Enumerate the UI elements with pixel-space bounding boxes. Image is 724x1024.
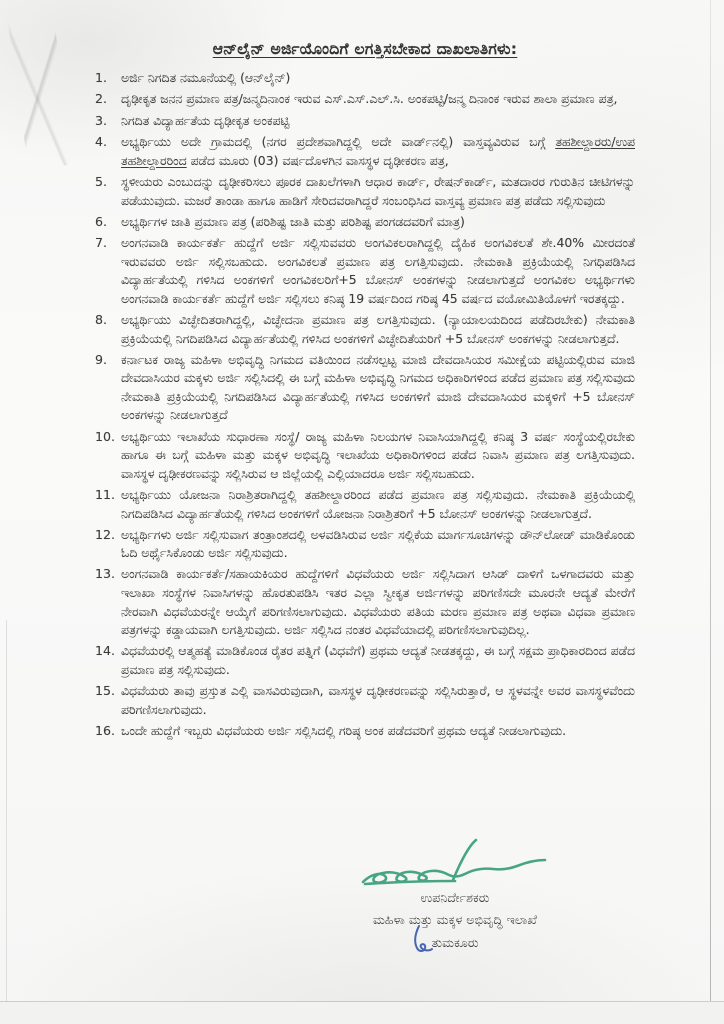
list-item [95, 69, 635, 88]
item-text-segment: ಅಭ್ಯರ್ಥಿಯು ಅದೇ ಗ್ರಾಮದಲ್ಲಿ (ನಗರ ಪ್ರದೇಶವಾಗಿದ್ದಲ್ಲಿ ಅದೇ ವಾರ್ಡ್‌ನಲ್ಲಿ) ವಾಸ್ತವ್ಯವಿರುವ ಬಗ್ಗೆ [121, 134, 556, 150]
item-number: 15. [95, 683, 116, 699]
item-number: 8. [95, 311, 108, 327]
item-text: ಕರ್ನಾಟಕ ರಾಜ್ಯ ಮಹಿಳಾ ಅಭಿವೃದ್ಧಿ ನಿಗಮದ ವತಿಯಿಂದ ನಡೆಸಲ್ಪಟ್ಟ ಮಾಜಿ ದೇವದಾಸಿಯರ ಸಮೀಕ್ಷೆಯ ಪಟ್ಟಿಯಲ್ಲಿರುವ ಮಾಜಿ ದೇವದಾಸಿಯರ ಮಕ್ಕಳು ಅರ್ಜಿ ಸಲ್ಲಿಸಿದಲ್ಲಿ ಈ ಬಗ್ಗೆ ಮಹಿಳಾ ಅಭಿವೃದ್ಧಿ ನಿಗಮದ ಅಧಿಕಾರಿಗಳಿಂದ ಪಡೆದ ಪ್ರಮಾಣ ಪತ್ರ ಸಲ್ಲಿಸುವುದು ನೇಮಕಾತಿ ಪ್ರಕ್ರಿಯೆಯಲ್ಲಿ ನಿಗದಿಪಡಿಸಿದ ವಿದ್ಯಾರ್ಹತೆಯಲ್ಲಿ ಗಳಿಸಿದ ಅಂಕಗಳಿಗೆ ಮಾಜಿ ದೇವದಾಸಿಯರ ಮಕ್ಕಳಿಗೆ +5 ಬೋನಸ್ ಅಂಕಗಳನ್ನು ನೀಡಲಾಗುತ್ತದೆ [121, 351, 635, 423]
item-text: ಅಭ್ಯರ್ಥಿಗಳ ಜಾತಿ ಪ್ರಮಾಣ ಪತ್ರ (ಪರಿಶಿಷ್ಟ ಜಾತಿ ಮತ್ತು ಪರಿಶಿಷ್ಟ ಪಂಗಡದವರಿಗೆ ಮಾತ್ರ) [121, 213, 465, 229]
scanner-background-strip [0, 1002, 724, 1024]
item-text [121, 133, 635, 170]
item-number: 2. [95, 91, 108, 107]
item-text: ಅಭ್ಯರ್ಥಿಯು ವಿಚ್ಛೇದಿತರಾಗಿದ್ದಲ್ಲಿ, ವಿಚ್ಛೇದನಾ ಪ್ರಮಾಣ ಪತ್ರ ಲಗತ್ತಿಸುವುದು. (ನ್ಯಾಯಾಲಯದಿಂದ ಪಡೆದಿರಬೇಕು) ನೇಮಕಾತಿ ಪ್ರಕ್ರಿಯೆಯಲ್ಲಿ ನಿಗದಿಪಡಿಸಿದ ವಿದ್ಯಾರ್ಹತೆಯಲ್ಲಿ ಗಳಿಸಿದ ಅಂಕಗಳಿಗೆ ವಿಚ್ಛೇದಿತೆಯರಿಗೆ +5 ಬೋನಸ್ ಅಂಕಗಳನ್ನು ನೀಡಲಾಗುತ್ತದೆ. [121, 311, 635, 346]
signatory-place-row [431, 932, 478, 951]
item-number: 10. [95, 428, 116, 444]
item-number: 1. [95, 70, 108, 85]
item-number: 3. [95, 112, 108, 128]
item-text: ಅಂಗನವಾಡಿ ಕಾರ್ಯಕರ್ತೆ ಹುದ್ದೆಗೆ ಅರ್ಜಿ ಸಲ್ಲಿಸುವವರು ಅಂಗವಿಕಲರಾಗಿದ್ದಲ್ಲಿ ದೈಹಿಕ ಅಂಗವಿಕಲತೆ ಶೇ.40% ಮೀರದಂತೆ ಇರುವವರು ಅರ್ಜಿ ಸಲ್ಲಿಸಬಹುದು. ಅಂಗವಿಕಲತೆ ಪ್ರಮಾಣ ಪತ್ರ ಲಗತ್ತಿಸುವುದು. ನೇಮಕಾತಿ ಪ್ರಕ್ರಿಯೆಯಲ್ಲಿ ನಿಗಧಿಪಡಿಸಿದ ವಿದ್ಯಾರ್ಹತೆಯಲ್ಲಿ ಗಳಿಸಿದ ಅಂಕಗಳಿಗೆ ಅಂಗವಿಕಲರಿಗೆ+5 ಬೋನಸ್ ಅಂಕಗಳನ್ನು ನೀಡಲಾಗುತ್ತದೆ ಅಂಗವಿಕಲ ಅಭ್ಯರ್ಥಿಗಳು ಅಂಗನವಾಡಿ ಕಾರ್ಯಕರ್ತೆ ಹುದ್ದೆಗೆ ಅರ್ಜಿ ಸಲ್ಲಿಸಲು ಕನಿಷ್ಠ 19 ವರ್ಷದಿಂದ ಗರಿಷ್ಠ 45 ವರ್ಷದ ವಯೋಮಿತಿಯೊಳಗೆ ಇರತಕ್ಕದ್ದು. [121, 235, 635, 306]
list-item [95, 486, 635, 523]
ink-mark [411, 924, 433, 954]
list-item [95, 428, 635, 484]
list-item [95, 642, 635, 679]
signature-block [280, 838, 630, 951]
list-item [95, 234, 635, 308]
item-text: ಅರ್ಜಿ ನಿಗದಿತ ನಮೂನೆಯಲ್ಲಿ (ಆನ್‌ಲೈನ್) [121, 70, 291, 85]
item-number: 11. [95, 486, 116, 502]
item-number: 4. [95, 134, 108, 150]
list-item [95, 90, 635, 109]
list-item [95, 526, 635, 563]
item-text: ಅಂಗನವಾಡಿ ಕಾರ್ಯಕರ್ತೆ/ಸಹಾಯಕಿಯರ ಹುದ್ದೆಗಳಿಗೆ ವಿಧವೆಯರು ಅರ್ಜಿ ಸಲ್ಲಿಸಿದಾಗ ಆಸಿಡ್ ದಾಳಿಗೆ ಒಳಗಾದವರು ಮತ್ತು ಇಲಾಖಾ ಸಂಸ್ಥೆಗಳ ನಿವಾಸಿಗಳನ್ನು ಹೊರತುಪಡಿಸಿ ಇತರ ಎಲ್ಲಾ ಸ್ವೀಕೃತ ಅರ್ಜಿಗಳನ್ನು ಪರಿಗಣಿಸದೇ ಮೂರನೇ ಆದ್ಯತೆ ಮೇರೆಗೆ ನೇರವಾಗಿ ವಿಧವೆಯರನ್ನೇ ಆಯ್ಕೆಗೆ ಪರಿಗಣಿಸಲಾಗುವುದು. ವಿಧವೆಯರು ಪತಿಯ ಮರಣ ಪ್ರಮಾಣ ಪತ್ರ ಅಥವಾ ವಿಧವಾ ಪ್ರಮಾಣ ಪತ್ರಗಳನ್ನು ಕಡ್ಡಾಯವಾಗಿ ಲಗತ್ತಿಸುವುದು. ಅರ್ಜಿ ಸಲ್ಲಿಸಿದ ನಂತರ ವಿಧವೆಯಾದಲ್ಲಿ ಪರಿಗಣಿಸಲಾಗುವುದಿಲ್ಲ. [121, 566, 635, 638]
item-text: ದೃಢೀಕೃತ ಜನನ ಪ್ರಮಾಣ ಪತ್ರ/ಜನ್ಮದಿನಾಂಕ ಇರುವ ಎಸ್.ಎಸ್.ಎಲ್.ಸಿ. ಅಂಕಪಟ್ಟಿ/ಜನ್ಮ ದಿನಾಂಕ ಇರುವ ಶಾಲಾ ಪ್ರಮಾಣ ಪತ್ರ, [121, 91, 618, 107]
paper-crease-mark [8, 16, 74, 171]
item-number: 12. [95, 526, 116, 542]
item-number: 6. [95, 213, 108, 229]
document-title: ಆನ್‌ಲೈನ್ ಅರ್ಜಿಯೊಂದಿಗೆ ಲಗತ್ತಿಸಬೇಕಾದ ದಾಖಲಾತಿಗಳು: [212, 40, 518, 58]
list-item [95, 133, 635, 170]
list-item [95, 213, 635, 232]
paper-edge-line [6, 620, 7, 1002]
item-number: 13. [95, 566, 116, 582]
signatory-role: ಉಪನಿರ್ದೇಶಕರು [420, 890, 490, 905]
item-text: ಸ್ಥಳೀಯರು ಎಂಬುದನ್ನು ದೃಢೀಕರಿಸಲು ಪೂರಕ ದಾಖಲೆಗಳಾಗಿ ಆಧಾರ ಕಾರ್ಡ್, ರೇಷನ್‌ಕಾರ್ಡ್, ಮತದಾರರ ಗುರುತಿನ ಚೀಟಿಗಳನ್ನು ಪಡೆಯುವುದು. ಮಜರೆ ತಾಂಡಾ ಹಾಗೂ ಹಾಡಿಗೆ ಸೇರಿದವರಾಗಿದ್ದರೆ ಸಂಬಂಧಿಸಿದ ವಾಸ್ತವ್ಯ ಪ್ರಮಾಣ ಪತ್ರ ಪಡೆದು ಸಲ್ಲಿಸುವುದು [121, 173, 635, 208]
item-text: ವಿಧವೆಯರು ತಾವು ಪ್ರಸ್ತುತ ಎಲ್ಲಿ ವಾಸವಿರುವುದಾಗಿ, ವಾಸಸ್ಥಳ ದೃಢೀಕರಣವನ್ನು ಸಲ್ಲಿಸಿರುತ್ತಾರೆ, ಆ ಸ್ಥಳವನ್ನೇ ಅವರ ವಾಸಸ್ಥಳವೆಂದು ಪರಿಗಣಿಸಲಾಗುವುದು. [121, 683, 635, 717]
list-item [95, 565, 635, 639]
item-text: ಅಭ್ಯರ್ಥಿಯು ಯೋಜನಾ ನಿರಾಶ್ರಿತರಾಗಿದ್ದಲ್ಲಿ ತಹಶೀಲ್ದಾರರಿಂದ ಪಡೆದ ಪ್ರಮಾಣ ಪತ್ರ ಸಲ್ಲಿಸುವುದು. ನೇಮಕಾತಿ ಪ್ರಕ್ರಿಯೆಯಲ್ಲಿ ನಿಗದಿಪಡಿಸಿದ ವಿದ್ಯಾರ್ಹತೆಯಲ್ಲಿ ಗಳಿಸಿದ ಅಂಕಗಳಿಗೆ ಯೋಜನಾ ನಿರಾಶ್ರಿತರಿಗೆ +5 ಬೋನಸ್ ಅಂಕಗಳನ್ನು ನೀಡಲಾಗುತ್ತದೆ. [121, 486, 635, 521]
item-number: 14. [95, 643, 116, 659]
document-body [95, 40, 635, 743]
item-text-segment: ಪಡೆದ ಮೂರು (03) ವರ್ಷದೊಳಗಿನ ವಾಸಸ್ಥಳ ದೃಢೀಕರಣ ಪತ್ರ, [186, 152, 449, 168]
list-item [95, 173, 635, 210]
item-text-underlined: ತಹಶೀಲ್ದಾರರು/ಉಪ ತಹಶೀಲ್ದಾರರಿಂದ [121, 134, 635, 168]
item-text: ಅಭ್ಯರ್ಥಿಗಳು ಅರ್ಜಿ ಸಲ್ಲಿಸುವಾಗ ತಂತ್ರಾಂಶದಲ್ಲಿ ಅಳವಡಿಸಿರುವ ಅರ್ಜಿ ಸಲ್ಲಿಕೆಯ ಮಾರ್ಗಸೂಚಿಗಳನ್ನು ಡೌನ್‌ಲೋಡ್ ಮಾಡಿಕೊಂಡು ಓದಿ ಅರ್ಥೈಸಿಕೊಂಡು ಅರ್ಜಿ ಸಲ್ಲಿಸುವುದು. [121, 526, 635, 561]
list-item [95, 351, 635, 425]
signature-ink [335, 838, 575, 896]
numbered-list [95, 69, 635, 741]
list-item [95, 722, 635, 741]
paper-fold-line [710, 0, 711, 1001]
item-text: ಅಭ್ಯರ್ಥಿಯು ಇಲಾಖೆಯ ಸುಧಾರಣಾ ಸಂಸ್ಥೆ/ ರಾಜ್ಯ ಮಹಿಳಾ ನಿಲಯಗಳ ನಿವಾಸಿಯಾಗಿದ್ದಲ್ಲಿ ಕನಿಷ್ಠ 3 ವರ್ಷ ಸಂಸ್ಥೆಯಲ್ಲಿರಬೇಕು ಹಾಗೂ ಈ ಬಗ್ಗೆ ಮಹಿಳಾ ಮತ್ತು ಮಕ್ಕಳ ಅಭಿವೃದ್ಧಿ ಇಲಾಖೆಯ ಅಧಿಕಾರಿಗಳಿಂದ ಪಡೆದ ನಿವಾಸಿ ಪ್ರಮಾಣ ಪತ್ರ ಲಗತ್ತಿಸುವುದು. ವಾಸಸ್ಥಳ ದೃಢೀಕರಣವನ್ನು ಸಲ್ಲಿಸಿರುವ ಆ ಜಿಲ್ಲೆಯಲ್ಲಿ ಎಲ್ಲಿಯಾದರೂ ಅರ್ಜಿ ಸಲ್ಲಿಸಬಹುದು. [121, 428, 635, 481]
item-number: 5. [95, 173, 108, 189]
item-text: ಒಂದೇ ಹುದ್ದೆಗೆ ಇಬ್ಬರು ವಿಧವೆಯರು ಅರ್ಜಿ ಸಲ್ಲಿಸಿದಲ್ಲಿ ಗರಿಷ್ಠ ಅಂಕ ಪಡೆದವರಿಗೆ ಪ್ರಥಮ ಆದ್ಯತೆ ನೀಡಲಾಗುವುದು. [121, 722, 567, 738]
list-item [95, 311, 635, 348]
item-number: 7. [95, 235, 108, 250]
item-number: 9. [95, 351, 108, 367]
signatory-place: ತುಮಕೂರು [431, 935, 479, 950]
list-item [95, 682, 635, 719]
item-number: 16. [95, 722, 116, 738]
item-text: ನಿಗದಿತ ವಿದ್ಯಾರ್ಹತೆಯ ದೃಢೀಕೃತ ಅಂಕಪಟ್ಟಿ [121, 112, 290, 128]
list-item [95, 112, 635, 131]
item-text: ವಿಧವೆಯರಲ್ಲಿ ಆತ್ಮಹತ್ಯೆ ಮಾಡಿಕೊಂಡ ರೈತರ ಪತ್ನಿಗೆ (ವಿಧವೆಗೆ) ಪ್ರಥಮ ಆದ್ಯತೆ ನೀಡತಕ್ಕದ್ದು, ಈ ಬಗ್ಗೆ ಸಕ್ಷಮ ಪ್ರಾಧಿಕಾರದಿಂದ ಪಡೆದ ಪ್ರಮಾಣ ಪತ್ರ ಸಲ್ಲಿಸುವುದು. [121, 643, 635, 677]
signatory-department: ಮಹಿಳಾ ಮತ್ತು ಮಕ್ಕಳ ಅಭಿವೃದ್ಧಿ ಇಲಾಖೆ [372, 912, 538, 927]
